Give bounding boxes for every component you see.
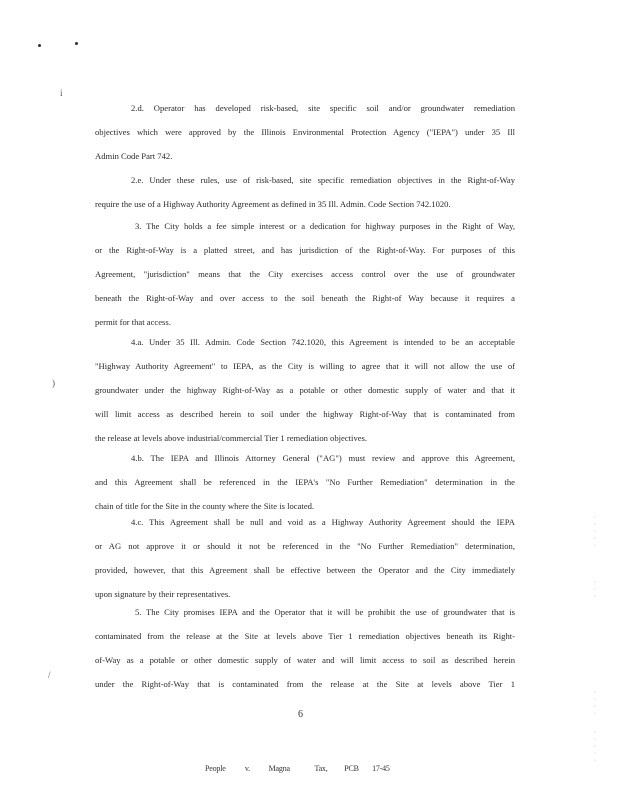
text-line: of-Way as a potable or other domestic supply of water and will limit access to soil as described herein bbox=[95, 655, 515, 665]
footer-case-caption bbox=[205, 764, 390, 773]
paragraph-2d bbox=[95, 96, 515, 168]
text-line: Admin Code Part 742. bbox=[95, 151, 173, 161]
paragraph-2e bbox=[95, 168, 515, 216]
text-line: provided, however, that this Agreement shall be effective between the Operator and the City immediately bbox=[95, 565, 515, 575]
text-line: beneath the Right-of-Way and over access to the soil beneath the Right-of Way because it requires a bbox=[95, 293, 515, 303]
paragraph-4b bbox=[95, 446, 515, 518]
text-line: 2.d. Operator has developed risk-based, site specific soil and/or groundwater remediation bbox=[131, 103, 515, 113]
footer-tax: Tax, bbox=[314, 764, 328, 773]
paragraph-4a bbox=[95, 330, 515, 450]
text-line: 5. The City promises IEPA and the Operator that it will be prohibit the use of groundwater that is bbox=[135, 607, 515, 617]
text-line: 3. The City holds a fee simple interest or a dedication for highway purposes in the Right of Way, bbox=[135, 221, 515, 231]
text-line: permit for that access. bbox=[95, 317, 171, 327]
footer-v: v. bbox=[244, 764, 250, 773]
scan-edge-dots: · · · · · bbox=[594, 515, 596, 549]
scan-edge-dots: · · · · bbox=[594, 690, 596, 717]
scan-mark: ) bbox=[52, 378, 55, 388]
paragraph-4c bbox=[95, 510, 515, 606]
page-number: 6 bbox=[298, 709, 303, 720]
scan-edge-dots: · · · · · bbox=[594, 730, 596, 764]
scan-mark: / bbox=[48, 670, 51, 680]
text-line: will limit access as described herein to soil under the highway Right-of-Way that is contaminated from bbox=[95, 409, 515, 419]
paragraph-3 bbox=[95, 214, 515, 334]
scan-speck bbox=[38, 44, 41, 47]
text-line: or the Right-of-Way is a platted street, and has jurisdiction of the Right-of-Way. For purposes of this bbox=[95, 245, 515, 255]
scan-mark: i bbox=[60, 88, 63, 98]
scan-speck bbox=[75, 42, 78, 45]
text-line: or AG not approve it or should it not be referenced in the "No Further Remediation" determination, bbox=[95, 541, 515, 551]
text-line: 4.b. The IEPA and Illinois Attorney General ("AG") must review and approve this Agreement, bbox=[131, 453, 515, 463]
footer-magna: Magna bbox=[268, 764, 290, 773]
paragraph-5 bbox=[95, 600, 515, 696]
text-line: the release at levels above industrial/commercial Tier 1 remediation objectives. bbox=[95, 433, 368, 443]
text-line: 4.c. This Agreement shall be null and void as a Highway Authority Agreement should the IEPA bbox=[131, 517, 515, 527]
text-line: groundwater under the highway Right-of-Way as a potable or other domestic supply of water and that it bbox=[95, 385, 515, 395]
text-line: Agreement, "jurisdiction" means that the City exercises access control over the use of groundwater bbox=[95, 269, 515, 279]
text-line: chain of title for the Site in the county where the Site is located. bbox=[95, 501, 315, 511]
scan-edge-dots: · · · bbox=[594, 580, 596, 600]
text-line: contaminated from the release at the Site at levels above Tier 1 remediation objectives beneath its Right- bbox=[95, 631, 515, 641]
text-line: 4.a. Under 35 Ill. Admin. Code Section 742.1020, this Agreement is intended to be an acceptable bbox=[131, 337, 515, 347]
text-line: 2.e. Under these rules, use of risk-based, site specific remediation objectives in the Right-of-Way bbox=[131, 175, 515, 185]
footer-people: People bbox=[205, 764, 226, 773]
text-line: upon signature by their representatives. bbox=[95, 589, 231, 599]
text-line: under the Right-of-Way that is contaminated from the release at the Site at levels above Tier 1 bbox=[95, 679, 515, 689]
text-line: require the use of a Highway Authority Agreement as defined in 35 Ill. Admin. Code Section 742.1020. bbox=[95, 199, 451, 209]
text-line: objectives which were approved by the Illinois Environmental Protection Agency ("IEPA") under 35 Ill bbox=[95, 127, 515, 137]
footer-pcb: PCB bbox=[344, 764, 359, 773]
text-line: "Highway Authority Agreement" to IEPA, as the City is willing to agree that it will not allow the use of bbox=[95, 361, 515, 371]
text-line: and this Agreement shall be referenced in the IEPA's "No Further Remediation" determination in the bbox=[95, 477, 515, 487]
footer-docket: 17-45 bbox=[372, 764, 390, 773]
